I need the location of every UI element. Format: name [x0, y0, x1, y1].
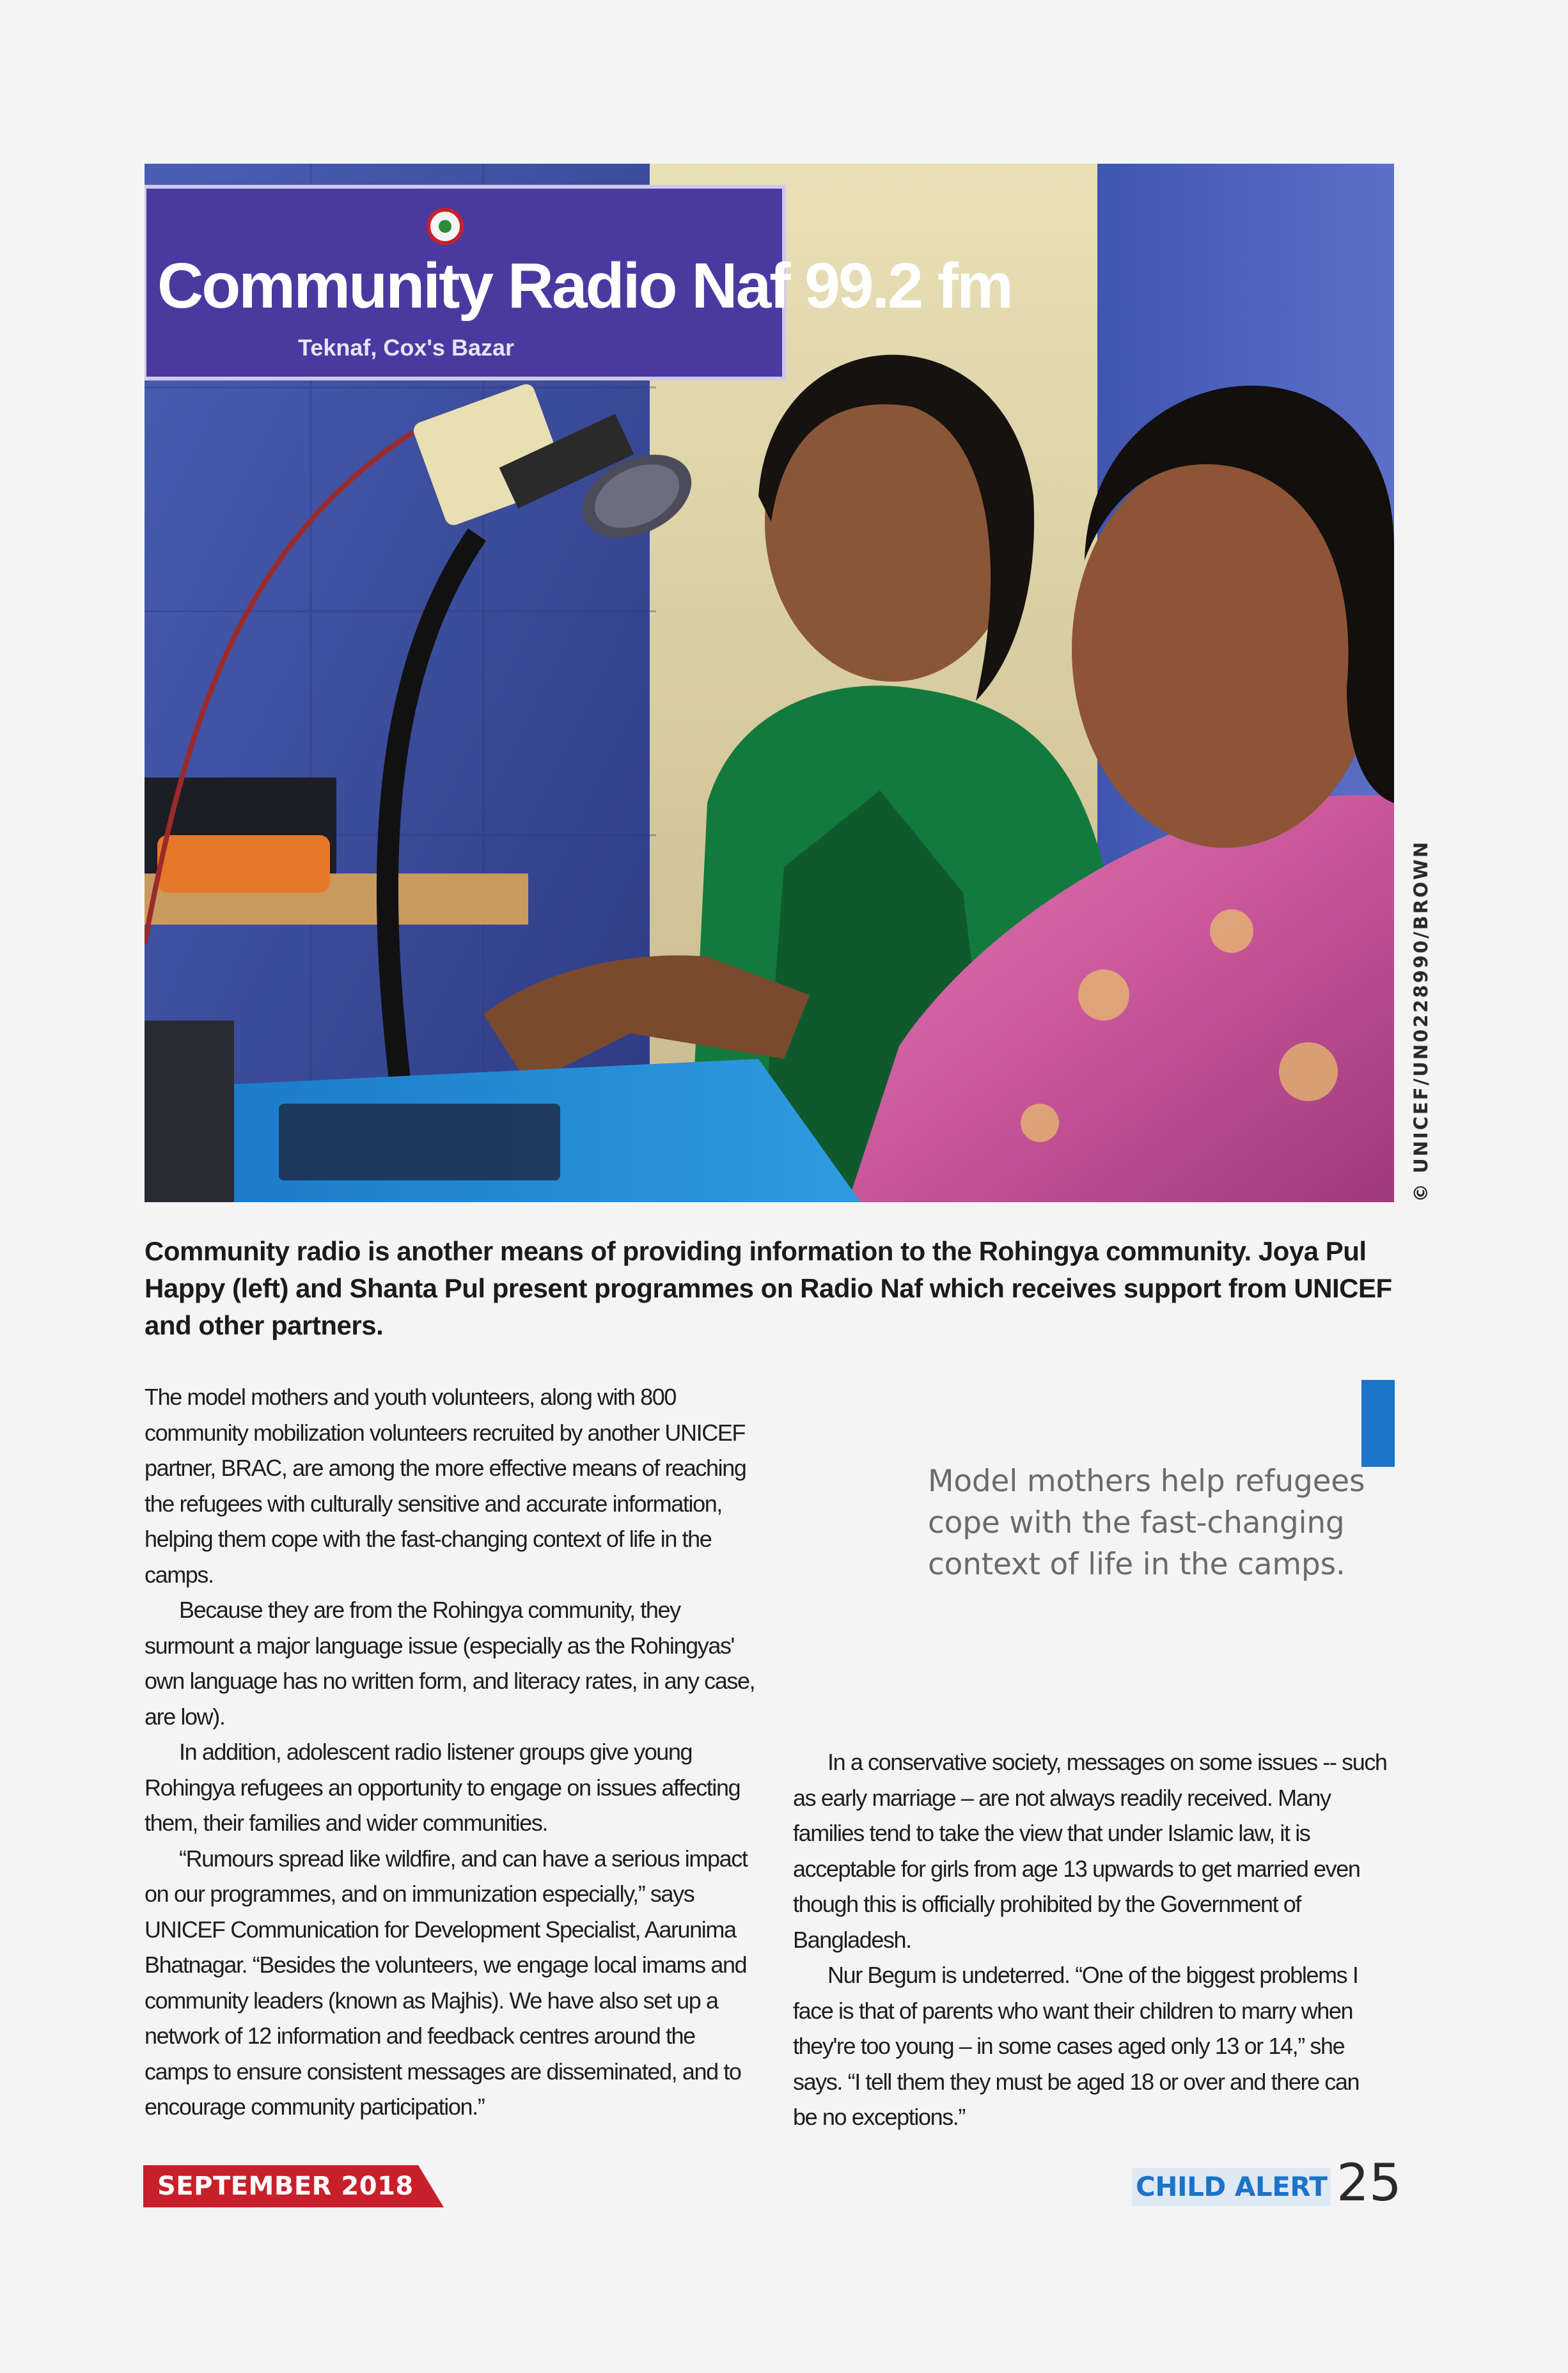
issue-date: SEPTEMBER 2018	[157, 2172, 414, 2201]
paragraph: The model mothers and youth volunteers, along with 800 community mobilization volunteers recruited by another UNICEF partner, BRAC, are among the more effective means of reaching the refugees with culturally sensitive and accurate information, helping them cope with the fast-changing context of life in the camps.	[145, 1384, 746, 1588]
right-column	[793, 1744, 1388, 2135]
paragraph: Because they are from the Rohingya community, they surmount a major language issue (especially as the Rohingyas' own language has no written form, and literacy rates, in any case, are low).	[145, 1597, 755, 1730]
banner-subtitle: Teknaf, Cox's Bazar	[298, 334, 515, 361]
photo-caption: Community radio is another means of providing information to the Rohingya community. Joya Pul Happy (left) and Shanta Pul present programmes on Radio Naf which receives support from UNICEF and other partners.	[145, 1236, 1392, 1340]
issue-date-badge	[143, 2165, 444, 2207]
page-number: 25	[1337, 2153, 1402, 2212]
photo-illustration	[145, 164, 1394, 1202]
pull-quote: Model mothers help refugees cope with the fast-changing context of life in the camps.	[928, 1464, 1365, 1582]
left-column	[145, 1379, 755, 2125]
radio-studio-photo	[145, 164, 1394, 1202]
paragraph: In addition, adolescent radio listener groups give young Rohingya refugees an opportunity to engage on issues affecting them, their families and wider communities.	[145, 1739, 741, 1836]
paragraph: In a conservative society, messages on some issues -- such as early marriage – are not always readily received. Many families tend to take the view that under Islamic law, it is acceptable for girls from age 13 upwards to get married even though this is officially prohibited by the Government of Bangladesh.	[793, 1749, 1387, 1953]
paragraph: Nur Begum is undeterred. “One of the biggest problems I face is that of parents who want their children to marry when they're too young – in some cases aged only 13 or 14,” she says. “I tell them they must be aged 18 or over and there can be no exceptions.”	[793, 1962, 1360, 2130]
paragraph: “Rumours spread like wildfire, and can have a serious impact on our programmes, and on immunization especially,” says UNICEF Communication for Development Specialist, Aarunima Bhatnagar. “Besides the volunteers, we engage local imams and community leaders (known as Majhis). We have also set up a network of 12 information and feedback centres around the camps to ensure consistent messages are disseminated, and to encourage community participation.”	[145, 1845, 748, 2120]
publication-name: CHILD ALERT	[1132, 2168, 1331, 2206]
banner-title: Community Radio Naf 99.2 fm	[157, 250, 1012, 322]
pull-quote-bar	[1361, 1380, 1395, 1467]
photo-credit: © UNICEF/UN0228990/BROWN	[1410, 840, 1432, 1202]
